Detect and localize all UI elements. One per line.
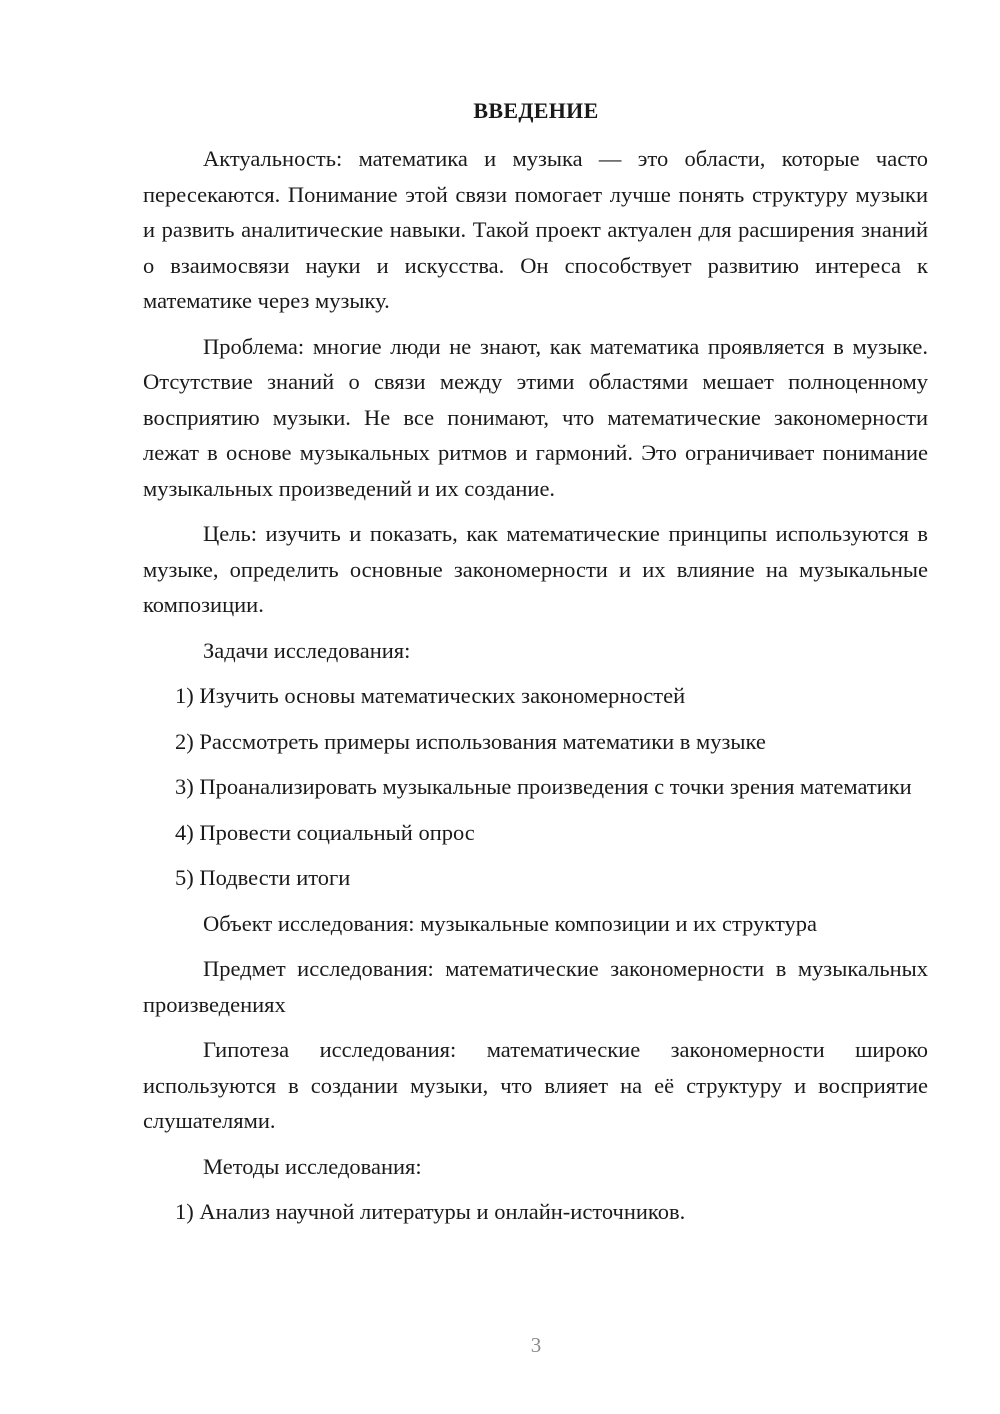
paragraph-goal: Цель: изучить и показать, как математические принципы используются в музыке, определить основные закономерности и их влияние на музыкальные композиции.	[143, 521, 928, 617]
document-body	[143, 141, 928, 1230]
paragraph-problem: Проблема: многие люди не знают, как математика проявляется в музыке. Отсутствие знаний о связи между этими областями мешает полноценному восприятию музыки. Не все понимают, что математические закономерности лежат в основе музыкальных ритмов и гармоний. Это ограничивает понимание музыкальных произведений и их создание.	[143, 333, 928, 501]
paragraph-hypothesis: Гипотеза исследования: математические закономерности широко используются в создании музыки, что влияет на её структуру и восприятие слушателями.	[143, 1037, 928, 1133]
task-item-1: 1) Изучить основы математических закономерностей	[175, 683, 686, 708]
task-item-4: 4) Провести социальный опрос	[175, 819, 475, 845]
paragraph-tasks-heading: Задачи исследования:	[203, 637, 411, 663]
task-item-2: 2) Рассмотреть примеры использования математики в музыке	[175, 728, 766, 754]
paragraph-relevance: Актуальность: математика и музыка — это области, которые часто пересекаются. Понимание этой связи помогает лучше понять структуру музыки и развить аналитические навыки. Такой проект актуален для расширения знаний о взаимосвязи науки и искусства. Он способствует развитию интереса к математике через музыку.	[143, 146, 928, 313]
paragraph-methods-heading: Методы исследования:	[203, 1153, 422, 1179]
paragraph-subject: Предмет исследования: математические закономерности в музыкальных произведениях	[143, 956, 928, 1017]
section-title: ВВЕДЕНИЕ	[473, 98, 599, 123]
method-item-1: 1) Анализ научной литературы и онлайн-источников.	[175, 1199, 686, 1224]
task-item-5: 5) Подвести итоги	[175, 865, 351, 890]
page-number: 3	[530, 1333, 542, 1357]
paragraph-object: Объект исследования: музыкальные композиции и их структура	[203, 910, 817, 936]
task-item-3: 3) Проанализировать музыкальные произведения с точки зрения математики	[175, 774, 912, 799]
